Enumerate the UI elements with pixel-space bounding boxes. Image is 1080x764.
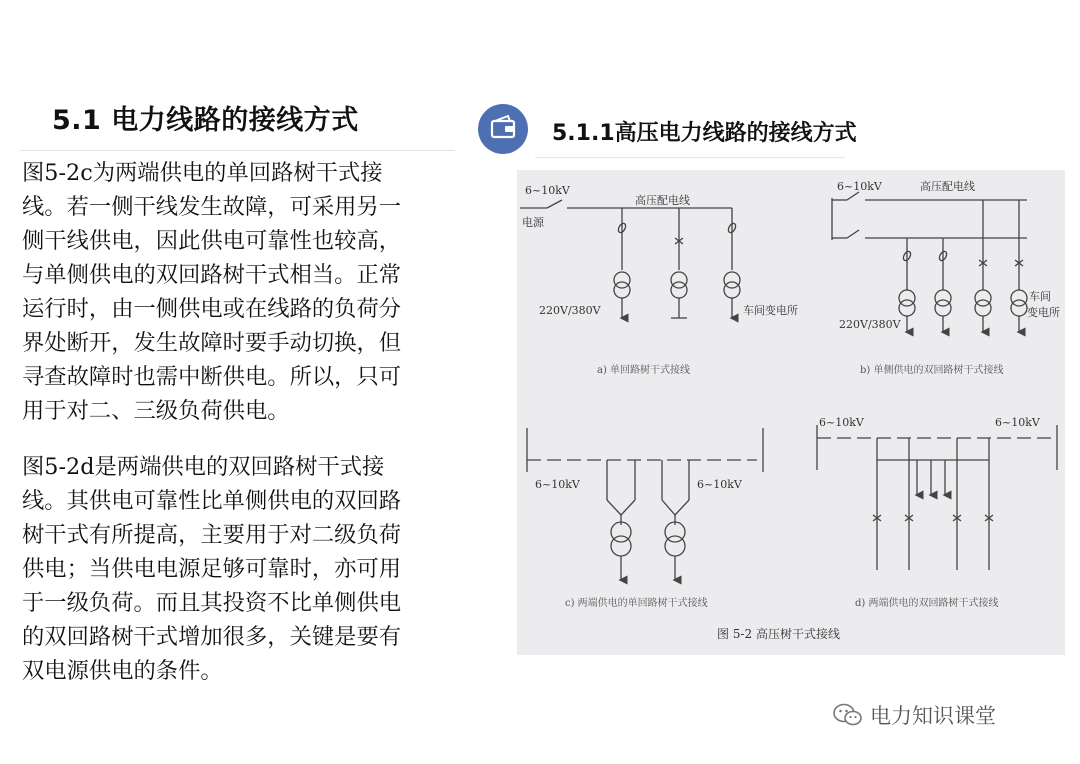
figure-caption: 图 5-2 高压树干式接线: [717, 627, 840, 641]
text-line: 的双回路树干式增加很多，关键是要有: [22, 624, 402, 650]
text-line: 侧干线供电，因此供电可靠性也较高，: [22, 228, 402, 254]
section-subtitle: 5.1.1高压电力线路的接线方式: [552, 121, 857, 146]
label-c-voltage-right: 6~10kV: [697, 478, 742, 491]
text-line: 与单侧供电的双回路树干式相当。正常: [22, 262, 402, 288]
subtitle-divider: [535, 157, 845, 158]
label-b-load-voltage: 220V/380V: [839, 318, 901, 331]
label-d-voltage-right: 6~10kV: [995, 416, 1040, 429]
caption-d: d) 两端供电的双回路树干式接线: [855, 598, 999, 609]
text-line: 图5-2c为两端供电的单回路树干式接: [22, 160, 383, 186]
text-line: 双电源供电的条件。: [22, 658, 223, 684]
text-line: 树干式有所提高，主要用于对二级负荷: [22, 522, 402, 548]
label-b-substation-1: 车间: [1029, 290, 1051, 303]
label-a-line: 高压配电线: [635, 194, 690, 207]
label-a-load-voltage: 220V/380V: [539, 304, 601, 317]
text-line: 线。其供电可靠性比单侧供电的双回路: [22, 488, 402, 514]
label-a-substation: 车间变电所: [743, 304, 798, 317]
wallet-icon: [478, 104, 528, 154]
text-line: 界处断开，发生故障时要手动切换，但: [22, 330, 402, 356]
wechat-icon: [832, 702, 864, 728]
label-d-voltage-left: 6~10kV: [819, 416, 864, 429]
label-a-voltage: 6~10kV: [525, 184, 570, 197]
caption-c: c) 两端供电的单回路树干式接线: [565, 598, 708, 609]
text-line: 寻查故障时也需中断供电。所以，只可: [22, 364, 402, 390]
paragraph-5-2d: [22, 450, 487, 688]
text-line: 用于对二、三级负荷供电。: [22, 398, 290, 424]
label-b-voltage: 6~10kV: [837, 180, 882, 193]
caption-b: b) 单侧供电的双回路树干式接线: [860, 365, 1004, 376]
paragraph-5-2c: [22, 156, 487, 428]
text-line: 图5-2d是两端供电的双回路树干式接: [22, 454, 385, 480]
title-divider: [20, 150, 455, 151]
text-line: 运行时，由一侧供电或在线路的负荷分: [22, 296, 402, 322]
label-b-substation-2: 变电所: [1027, 306, 1060, 319]
text-line: 线。若一侧干线发生故障，可采用另一: [22, 194, 402, 220]
wiring-diagram-figure: [517, 170, 1065, 655]
caption-a: a) 单回路树干式接线: [597, 365, 691, 376]
wallet-icon-badge: [478, 104, 528, 154]
label-c-voltage-left: 6~10kV: [535, 478, 580, 491]
label-a-source: 电源: [522, 216, 544, 229]
label-b-line: 高压配电线: [920, 180, 975, 193]
slide-title: 5.1 电力线路的接线方式: [52, 105, 359, 136]
text-line: 于一级负荷。而且其投资不比单侧供电: [22, 590, 402, 616]
watermark-text: 电力知识课堂: [870, 704, 996, 728]
text-line: 供电；当供电电源足够可靠时，亦可用: [22, 556, 402, 582]
